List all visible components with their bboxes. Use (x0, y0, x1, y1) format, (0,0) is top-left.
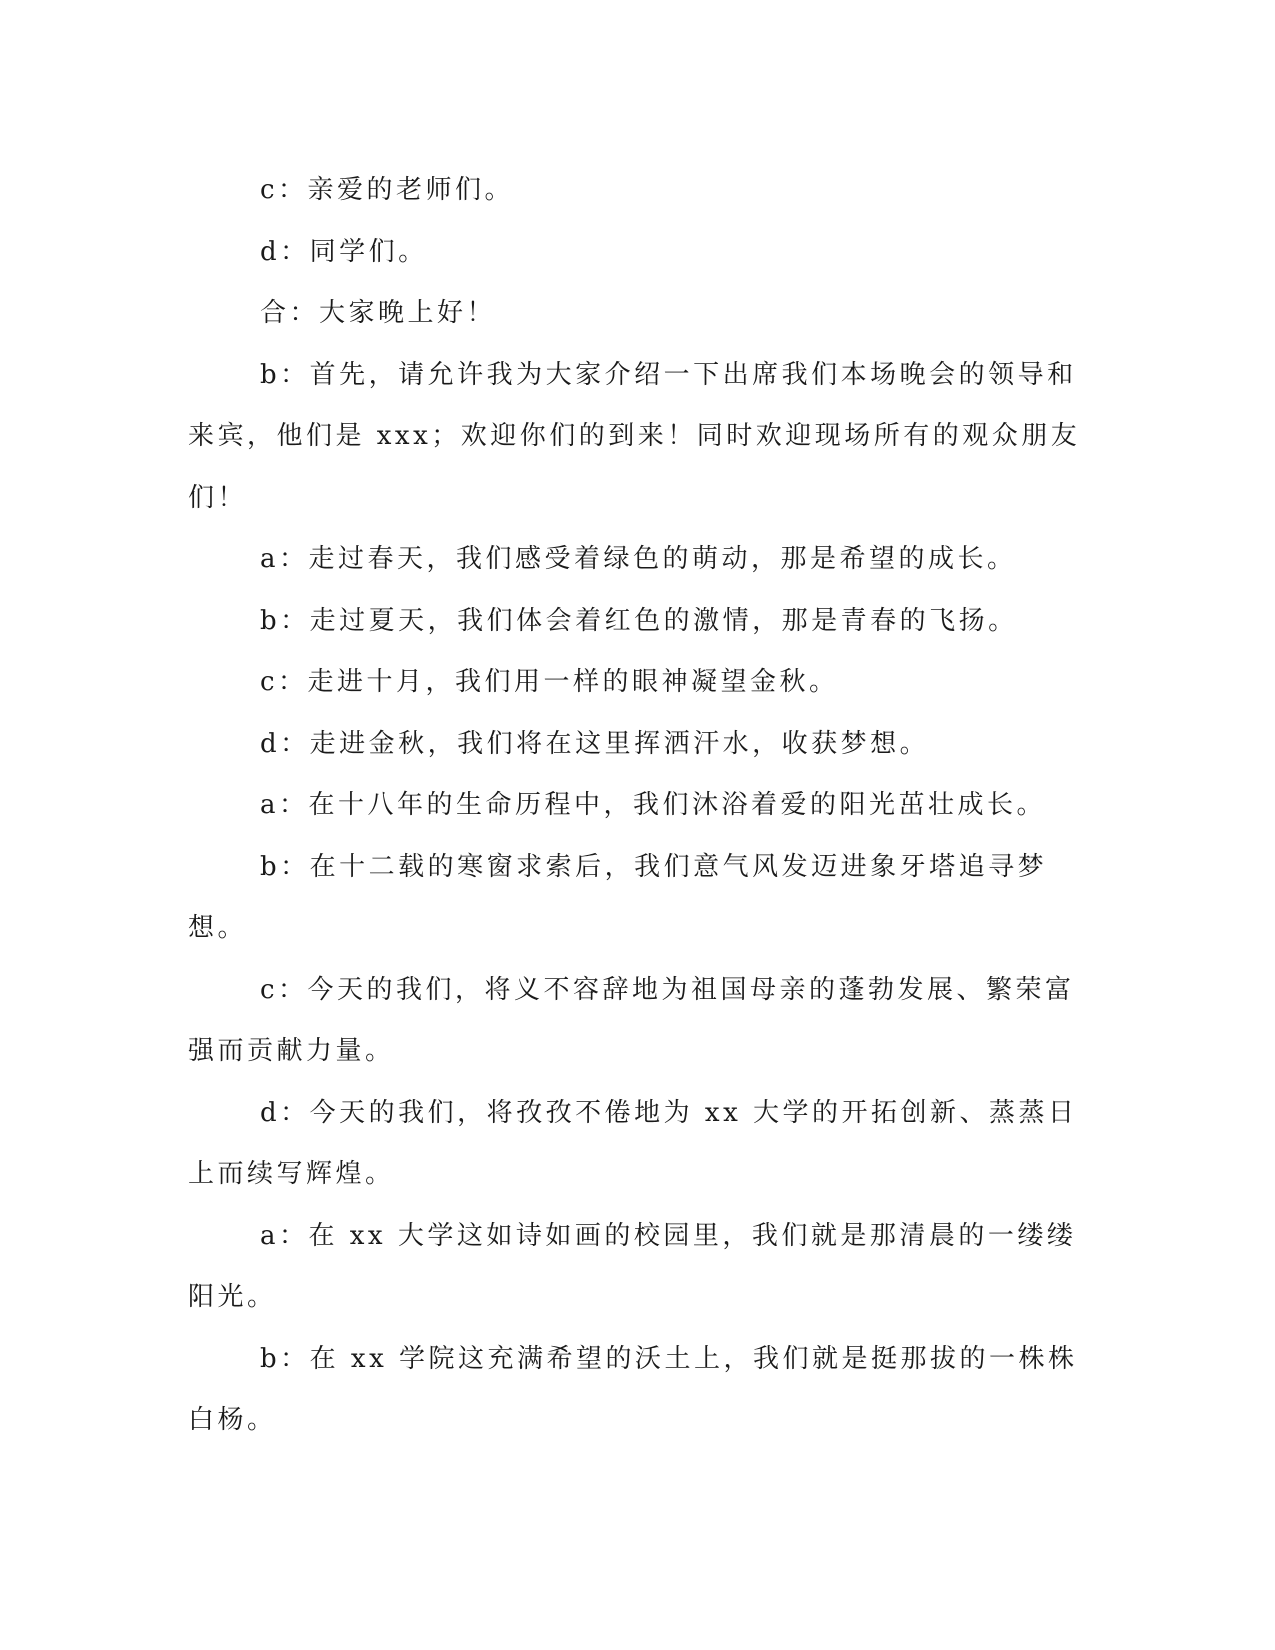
paragraph: b：走过夏天，我们体会着红色的激情，那是青春的飞扬。 (260, 605, 1018, 636)
paragraph: b：在 xx 学院这充满希望的沃土上，我们就是挺那拔的一株株白杨。 (188, 1343, 1078, 1435)
paragraph: c：今天的我们，将义不容辞地为祖国母亲的蓬勃发展、繁荣富强而贡献力量。 (188, 974, 1075, 1066)
paragraph: a：走过春天，我们感受着绿色的萌动，那是希望的成长。 (260, 544, 1017, 574)
document-body (188, 160, 1088, 1452)
paragraph: a：在 xx 大学这如诗如画的校园里，我们就是那清晨的一缕缕阳光。 (188, 1220, 1077, 1312)
paragraph: 合：大家晚上好！ (260, 298, 497, 328)
paragraph: c：走进十月，我们用一样的眼神凝望金秋。 (260, 667, 839, 697)
paragraph: a：在十八年的生命历程中，我们沐浴着爱的阳光茁壮成长。 (260, 790, 1047, 820)
paragraph: b：在十二载的寒窗求索后，我们意气风发迈进象牙塔追寻梦想。 (188, 851, 1048, 943)
paragraph: b：首先，请允许我为大家介绍一下出席我们本场晚会的领导和来宾，他们是 xxx；欢迎你们的到来！同时欢迎现场所有的观众朋友们！ (188, 359, 1081, 513)
paragraph: d：同学们。 (260, 236, 428, 267)
paragraph: d：今天的我们，将孜孜不倦地为 xx 大学的开拓创新、蒸蒸日上而续写辉煌。 (188, 1097, 1078, 1189)
paragraph: d：走进金秋，我们将在这里挥洒汗水，收获梦想。 (260, 728, 930, 759)
paragraph: c：亲爱的老师们。 (260, 175, 515, 205)
